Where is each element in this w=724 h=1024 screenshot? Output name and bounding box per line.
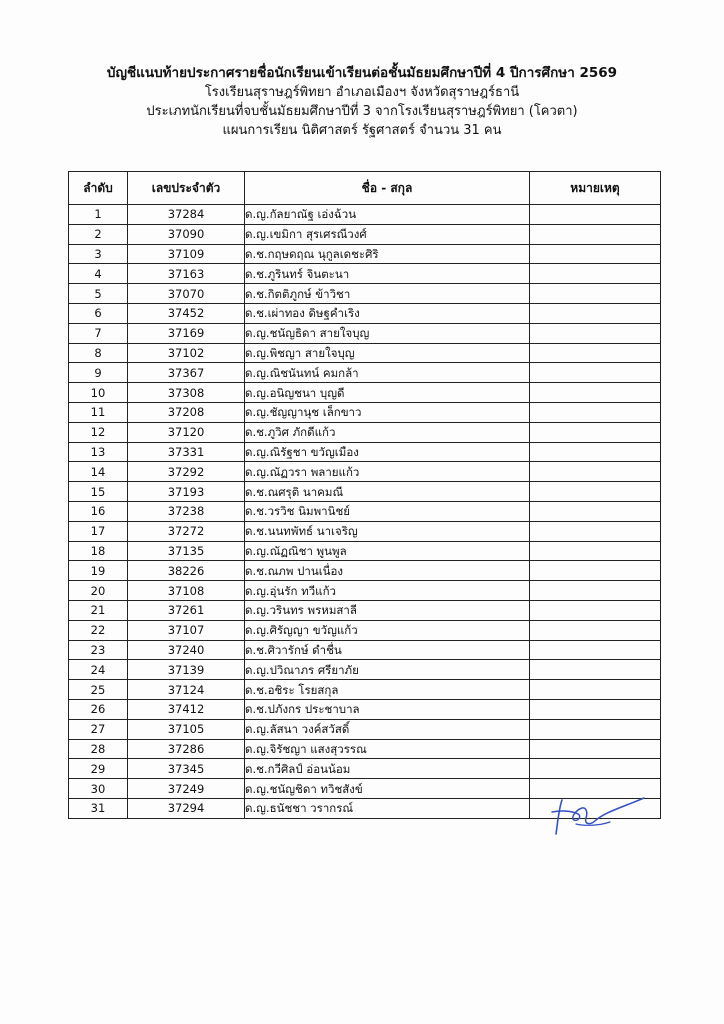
table-row bbox=[69, 264, 661, 284]
cell-student-id: 37284 bbox=[128, 205, 245, 225]
cell-student-id: 37345 bbox=[128, 759, 245, 779]
cell-note bbox=[530, 442, 661, 462]
table-row bbox=[69, 343, 661, 363]
cell-student-id: 37120 bbox=[128, 422, 245, 442]
cell-student-id: 37070 bbox=[128, 284, 245, 304]
document-title: บัญชีแนบท้ายประกาศรายชื่อนักเรียนเข้าเรียนต่อชั้นมัธยมศึกษาปีที่ 4 ปีการศึกษา 2569 bbox=[106, 65, 618, 81]
cell-number: 5 bbox=[69, 284, 128, 304]
cell-student-name: ด.ญ.จิรัชญา แสงสุวรรณ bbox=[245, 739, 530, 759]
cell-student-name: ด.ญ.ชนัญธิดา สายใจบุญ bbox=[245, 323, 530, 343]
cell-note bbox=[530, 561, 661, 581]
cell-student-id: 37108 bbox=[128, 581, 245, 601]
cell-note bbox=[530, 205, 661, 225]
cell-note bbox=[530, 224, 661, 244]
table-row bbox=[69, 482, 661, 502]
cell-student-name: ด.ช.กวีศิลป์ อ่อนน้อม bbox=[245, 759, 530, 779]
cell-note bbox=[530, 739, 661, 759]
cell-student-name: ด.ญ.ธนัชชา วรากรณ์ bbox=[245, 798, 530, 818]
cell-note bbox=[530, 501, 661, 521]
cell-student-name: ด.ญ.ปวิณาภร ศรียาภัย bbox=[245, 660, 530, 680]
signature-mark bbox=[548, 790, 648, 840]
cell-student-name: ด.ช.กิตติภูกษ์ ข้าวิชา bbox=[245, 284, 530, 304]
cell-note bbox=[530, 383, 661, 403]
cell-number: 13 bbox=[69, 442, 128, 462]
cell-number: 22 bbox=[69, 620, 128, 640]
column-header-name: ชื่อ - สกุล bbox=[245, 172, 530, 205]
cell-student-id: 37238 bbox=[128, 501, 245, 521]
cell-number: 25 bbox=[69, 680, 128, 700]
document-header bbox=[60, 64, 664, 140]
cell-student-name: ด.ญ.ชนัญชิดา ทวิชสังข์ bbox=[245, 779, 530, 799]
cell-student-name: ด.ญ.ลัสนา วงค์สวัสดิ์ bbox=[245, 719, 530, 739]
table-row bbox=[69, 680, 661, 700]
table-row bbox=[69, 383, 661, 403]
column-header-id: เลขประจำตัว bbox=[128, 172, 245, 205]
cell-student-id: 37109 bbox=[128, 244, 245, 264]
cell-number: 11 bbox=[69, 402, 128, 422]
cell-note bbox=[530, 244, 661, 264]
cell-student-name: ด.ญ.ณิรัฐชา ขวัญเมือง bbox=[245, 442, 530, 462]
cell-student-name: ด.ช.วรวิช นิมพานิชย์ bbox=[245, 501, 530, 521]
cell-note bbox=[530, 343, 661, 363]
cell-number: 6 bbox=[69, 303, 128, 323]
cell-student-id: 37261 bbox=[128, 600, 245, 620]
table-row bbox=[69, 739, 661, 759]
cell-number: 31 bbox=[69, 798, 128, 818]
cell-number: 30 bbox=[69, 779, 128, 799]
cell-student-name: ด.ญ.ณัฏวรา พลายแก้ว bbox=[245, 462, 530, 482]
category-line: ประเภทนักเรียนที่จบชั้นมัธยมศึกษาปีที่ 3 จากโรงเรียนสุราษฎร์พิทยา (โควตา) bbox=[146, 104, 578, 119]
cell-student-id: 37090 bbox=[128, 224, 245, 244]
table-row bbox=[69, 699, 661, 719]
cell-number: 26 bbox=[69, 699, 128, 719]
cell-note bbox=[530, 422, 661, 442]
cell-student-id: 37102 bbox=[128, 343, 245, 363]
table-header-row bbox=[69, 172, 661, 205]
cell-note bbox=[530, 660, 661, 680]
cell-number: 8 bbox=[69, 343, 128, 363]
cell-note bbox=[530, 541, 661, 561]
cell-student-name: ด.ช.ภูรินทร์ จินตะนา bbox=[245, 264, 530, 284]
cell-student-id: 37294 bbox=[128, 798, 245, 818]
cell-student-name: ด.ช.กฤษดฤณ นุกูลเดชะศิริ bbox=[245, 244, 530, 264]
table-row bbox=[69, 303, 661, 323]
table-row bbox=[69, 224, 661, 244]
cell-student-name: ด.ญ.กัลยาณัฐ เอ่งฉ้วน bbox=[245, 205, 530, 225]
cell-student-name: ด.ญ.อุ่นรัก ทวีแก้ว bbox=[245, 581, 530, 601]
cell-note bbox=[530, 640, 661, 660]
cell-student-id: 37193 bbox=[128, 482, 245, 502]
table-row bbox=[69, 640, 661, 660]
cell-student-id: 37308 bbox=[128, 383, 245, 403]
cell-student-id: 37367 bbox=[128, 363, 245, 383]
cell-student-id: 37208 bbox=[128, 402, 245, 422]
cell-number: 3 bbox=[69, 244, 128, 264]
cell-note bbox=[530, 719, 661, 739]
cell-number: 16 bbox=[69, 501, 128, 521]
cell-note bbox=[530, 402, 661, 422]
cell-student-name: ด.ช.ปภังกร ประชาบาล bbox=[245, 699, 530, 719]
cell-note bbox=[530, 600, 661, 620]
table-row bbox=[69, 205, 661, 225]
cell-note bbox=[530, 363, 661, 383]
cell-student-name: ด.ช.อชิระ โรยสกุล bbox=[245, 680, 530, 700]
table-body bbox=[69, 205, 661, 819]
cell-number: 27 bbox=[69, 719, 128, 739]
table-row bbox=[69, 600, 661, 620]
cell-student-id: 37292 bbox=[128, 462, 245, 482]
cell-note bbox=[530, 462, 661, 482]
cell-student-id: 37163 bbox=[128, 264, 245, 284]
cell-number: 10 bbox=[69, 383, 128, 403]
table-row bbox=[69, 442, 661, 462]
cell-student-name: ด.ญ.ชัญญานุช เล็กขาว bbox=[245, 402, 530, 422]
table-row bbox=[69, 402, 661, 422]
table-row bbox=[69, 501, 661, 521]
cell-student-name: ด.ญ.ณัฏณิชา พูนพูล bbox=[245, 541, 530, 561]
table-row bbox=[69, 581, 661, 601]
cell-student-name: ด.ญ.ศิรัญญา ขวัญแก้ว bbox=[245, 620, 530, 640]
table-row bbox=[69, 323, 661, 343]
table-row bbox=[69, 363, 661, 383]
cell-note bbox=[530, 264, 661, 284]
cell-number: 23 bbox=[69, 640, 128, 660]
cell-student-name: ด.ช.นนทพัทธ์ นาเจริญ bbox=[245, 521, 530, 541]
table-row bbox=[69, 660, 661, 680]
table-row bbox=[69, 759, 661, 779]
cell-student-id: 37169 bbox=[128, 323, 245, 343]
table-row bbox=[69, 422, 661, 442]
table-row bbox=[69, 561, 661, 581]
cell-number: 7 bbox=[69, 323, 128, 343]
cell-number: 18 bbox=[69, 541, 128, 561]
cell-number: 1 bbox=[69, 205, 128, 225]
cell-note bbox=[530, 759, 661, 779]
cell-student-name: ด.ญ.วรินทร พรหมสาลี bbox=[245, 600, 530, 620]
cell-note bbox=[530, 620, 661, 640]
cell-student-name: ด.ช.ศิวารักษ์ ดำชื่น bbox=[245, 640, 530, 660]
cell-number: 4 bbox=[69, 264, 128, 284]
cell-student-id: 37107 bbox=[128, 620, 245, 640]
cell-student-name: ด.ญ.ณิชนันทน์ คมกล้า bbox=[245, 363, 530, 383]
cell-number: 17 bbox=[69, 521, 128, 541]
cell-note bbox=[530, 680, 661, 700]
cell-number: 20 bbox=[69, 581, 128, 601]
cell-student-id: 37240 bbox=[128, 640, 245, 660]
column-header-number: ลำดับ bbox=[69, 172, 128, 205]
cell-number: 28 bbox=[69, 739, 128, 759]
cell-student-name: ด.ช.ณภพ ปานเนื่อง bbox=[245, 561, 530, 581]
cell-number: 19 bbox=[69, 561, 128, 581]
cell-note bbox=[530, 323, 661, 343]
cell-student-id: 37139 bbox=[128, 660, 245, 680]
cell-note bbox=[530, 581, 661, 601]
column-header-note: หมายเหตุ bbox=[530, 172, 661, 205]
cell-student-name: ด.ญ.เขมิกา สุรเศรณีวงศ์ bbox=[245, 224, 530, 244]
cell-note bbox=[530, 284, 661, 304]
cell-note bbox=[530, 482, 661, 502]
cell-note bbox=[530, 303, 661, 323]
cell-number: 12 bbox=[69, 422, 128, 442]
cell-number: 14 bbox=[69, 462, 128, 482]
table-row bbox=[69, 620, 661, 640]
school-line: โรงเรียนสุราษฎร์พิทยา อำเภอเมืองฯ จังหวัดสุราษฎร์ธานี bbox=[204, 85, 520, 100]
cell-number: 29 bbox=[69, 759, 128, 779]
cell-student-name: ด.ญ.อนิญชนา บุญดี bbox=[245, 383, 530, 403]
cell-number: 15 bbox=[69, 482, 128, 502]
cell-number: 21 bbox=[69, 600, 128, 620]
program-line: แผนการเรียน นิติศาสตร์ รัฐศาสตร์ จำนวน 31 คน bbox=[222, 123, 502, 138]
table-row bbox=[69, 521, 661, 541]
cell-note bbox=[530, 699, 661, 719]
cell-student-name: ด.ช.เผ่าทอง ดิษฐคำเริง bbox=[245, 303, 530, 323]
cell-student-name: ด.ญ.พิชญา สายใจบุญ bbox=[245, 343, 530, 363]
cell-student-id: 37249 bbox=[128, 779, 245, 799]
cell-number: 2 bbox=[69, 224, 128, 244]
table-row bbox=[69, 719, 661, 739]
cell-student-id: 38226 bbox=[128, 561, 245, 581]
cell-student-id: 37286 bbox=[128, 739, 245, 759]
table-row bbox=[69, 284, 661, 304]
cell-student-name: ด.ช.ภูวิศ ภักดีแก้ว bbox=[245, 422, 530, 442]
cell-number: 24 bbox=[69, 660, 128, 680]
cell-number: 9 bbox=[69, 363, 128, 383]
student-table bbox=[68, 171, 661, 819]
cell-student-id: 37272 bbox=[128, 521, 245, 541]
cell-student-id: 37412 bbox=[128, 699, 245, 719]
table-row bbox=[69, 541, 661, 561]
cell-student-id: 37105 bbox=[128, 719, 245, 739]
cell-student-name: ด.ช.ณศรุติ นาคมณี bbox=[245, 482, 530, 502]
cell-student-id: 37452 bbox=[128, 303, 245, 323]
table-row bbox=[69, 244, 661, 264]
cell-student-id: 37124 bbox=[128, 680, 245, 700]
table-row bbox=[69, 462, 661, 482]
cell-student-id: 37135 bbox=[128, 541, 245, 561]
cell-student-id: 37331 bbox=[128, 442, 245, 462]
cell-note bbox=[530, 521, 661, 541]
